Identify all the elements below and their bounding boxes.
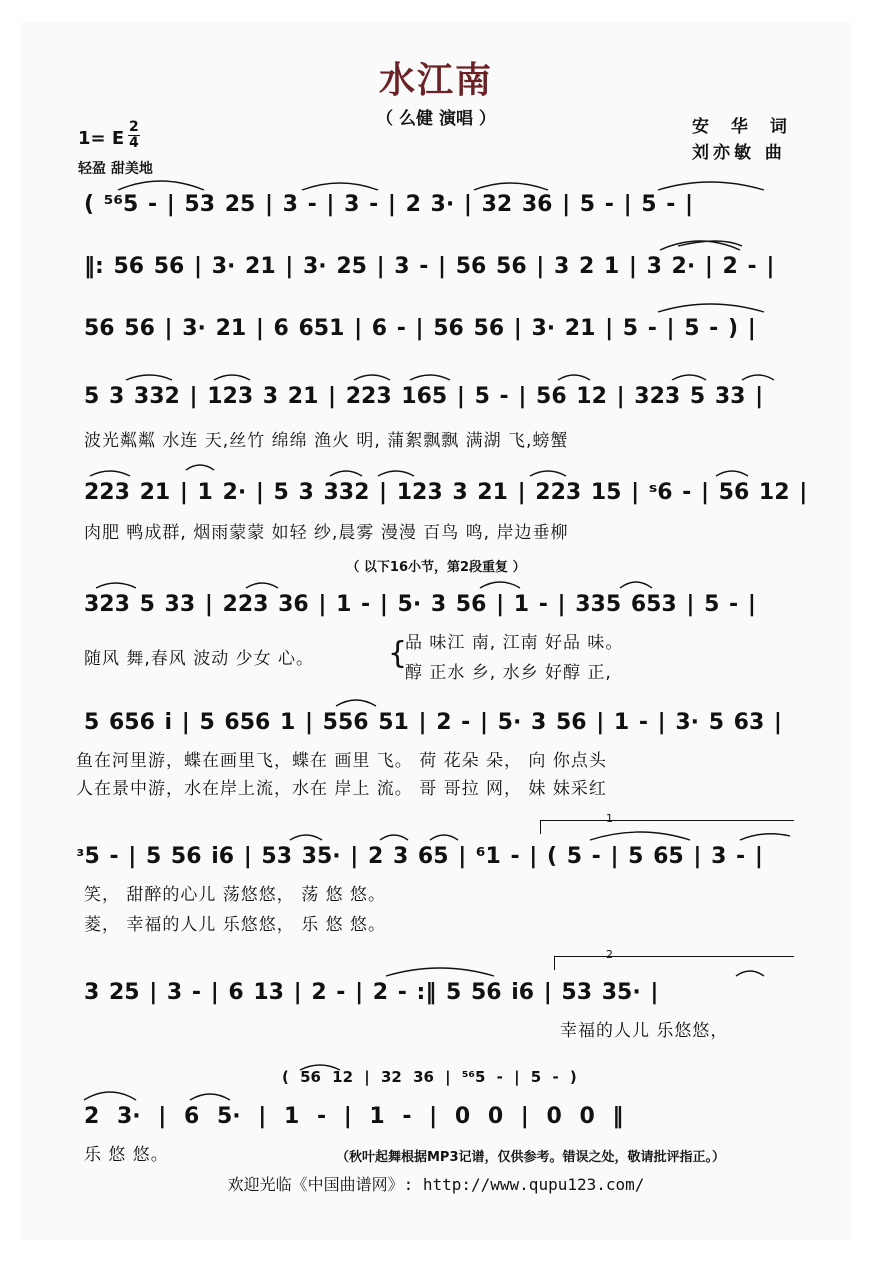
volta-1-bracket [540, 820, 794, 821]
verse-brace-icon: { [388, 636, 408, 671]
notation-row-10: 2 3· | 6 5· | 1 - | 1 - | 0 0 | 0 0 ‖ [84, 1104, 624, 1129]
notation-row-7: 5 656 i | 5 656 1 | 556 51 | 2 - | 5· 3 56 | 1 - | 3· 5 63 | [84, 710, 782, 735]
site-footer: 欢迎光临《中国曲谱网》: http://www.qupu123.com/ [227, 1175, 645, 1194]
lyric-row-7-a: 鱼在河里游，蝶在画里飞，蝶在 画里 飞。 荷 花朵 朵， 向 你点头 [76, 751, 607, 771]
notation-row-2: ‖: 56 56 | 3· 21 | 3· 25 | 3 - | 56 56 | 3 2 1 | 3 2· | 2 - | [84, 254, 775, 279]
lyric-row-10: 乐 悠 悠。 [84, 1145, 169, 1165]
key-signature: 1= E [78, 128, 125, 149]
song-title: 水江南 [378, 60, 493, 101]
composer-credit: 刘亦敏 曲 [692, 143, 786, 163]
time-signature [128, 120, 140, 151]
notation-row-3: 56 56 | 3· 21 | 6 651 | 6 - | 56 56 | 3· 21 | 5 - | 5 - ) | [84, 316, 756, 341]
volta-1-label: 1 [606, 812, 613, 825]
lyric-row-7-b: 人在景中游，水在岸上流，水在 岸上 流。 哥 哥拉 网， 妹 妹采红 [76, 779, 607, 799]
ending-interlude: ( 56 12 | 32 36 | ⁵⁶5 - | 5 - ) [282, 1068, 577, 1086]
singer-credit: （ 么健 演唱 ） [376, 109, 496, 129]
notation-row-1: ( ⁵⁶5 - | 53 25 | 3 - | 3 - | 2 3· | 32 36 | 5 - | 5 - | [84, 192, 694, 217]
tempo-marking: 轻盈 甜美地 [78, 161, 153, 177]
lyric-row-8-b: 菱， 幸福的人儿 乐悠悠， 乐 悠 悠。 [84, 915, 387, 935]
volta-2-bracket [554, 956, 794, 957]
notation-row-4: 5 3 332 | 123 3 21 | 223 165 | 5 - | 56 12 | 323 5 33 | [84, 384, 764, 409]
lyric-row-4: 波光粼粼 水连 天,丝竹 绵绵 渔火 明, 蒲絮飘飘 满湖 飞,螃蟹 [84, 431, 569, 451]
notation-row-8: ᶟ5 - | 5 56 i6 | 53 35· | 2 3 65 | ⁶1 - | ( 5 - | 5 65 | 3 - | [76, 844, 763, 869]
notation-row-9: 3 25 | 3 - | 6 13 | 2 - | 2 - :‖ 5 56 i6 | 53 35· | [84, 980, 659, 1005]
notation-row-6: 323 5 33 | 223 36 | 1 - | 5· 3 56 | 1 - | 335 653 | 5 - | [84, 592, 756, 617]
lyric-row-6-b: 品 味江 南, 江南 好品 味。 [405, 633, 624, 653]
lyric-row-9: 幸福的人儿 乐悠悠， [560, 1021, 729, 1041]
transcriber-remark: （秋叶起舞根据MP3记谱，仅供参考。错误之处，敬请批评指正。） [336, 1150, 726, 1165]
lyric-row-6-c: 醇 正水 乡, 水乡 好醇 正, [405, 663, 612, 683]
lyric-row-5: 肉肥 鸭成群, 烟雨蒙蒙 如轻 纱,晨雾 漫漫 百鸟 鸣, 岸边垂柳 [84, 523, 569, 543]
volta-1-tick [540, 820, 541, 834]
volta-2-tick [554, 956, 555, 970]
repeat-note: （ 以下16小节，第2段重复 ） [346, 560, 526, 575]
time-denominator: 4 [129, 135, 139, 151]
lyric-row-8-a: 笑， 甜醉的心儿 荡悠悠， 荡 悠 悠。 [84, 885, 387, 905]
volta-2-label: 2 [606, 948, 613, 961]
lyricist-credit: 安 华 词 [692, 117, 795, 137]
time-numerator: 2 [129, 119, 139, 135]
notation-row-5: 223 21 | 1 2· | 5 3 332 | 123 3 21 | 223 15 | ˢ6 - | 56 12 | [84, 480, 808, 505]
lyric-row-6-a: 随风 舞,春风 波动 少女 心。 [84, 649, 315, 669]
